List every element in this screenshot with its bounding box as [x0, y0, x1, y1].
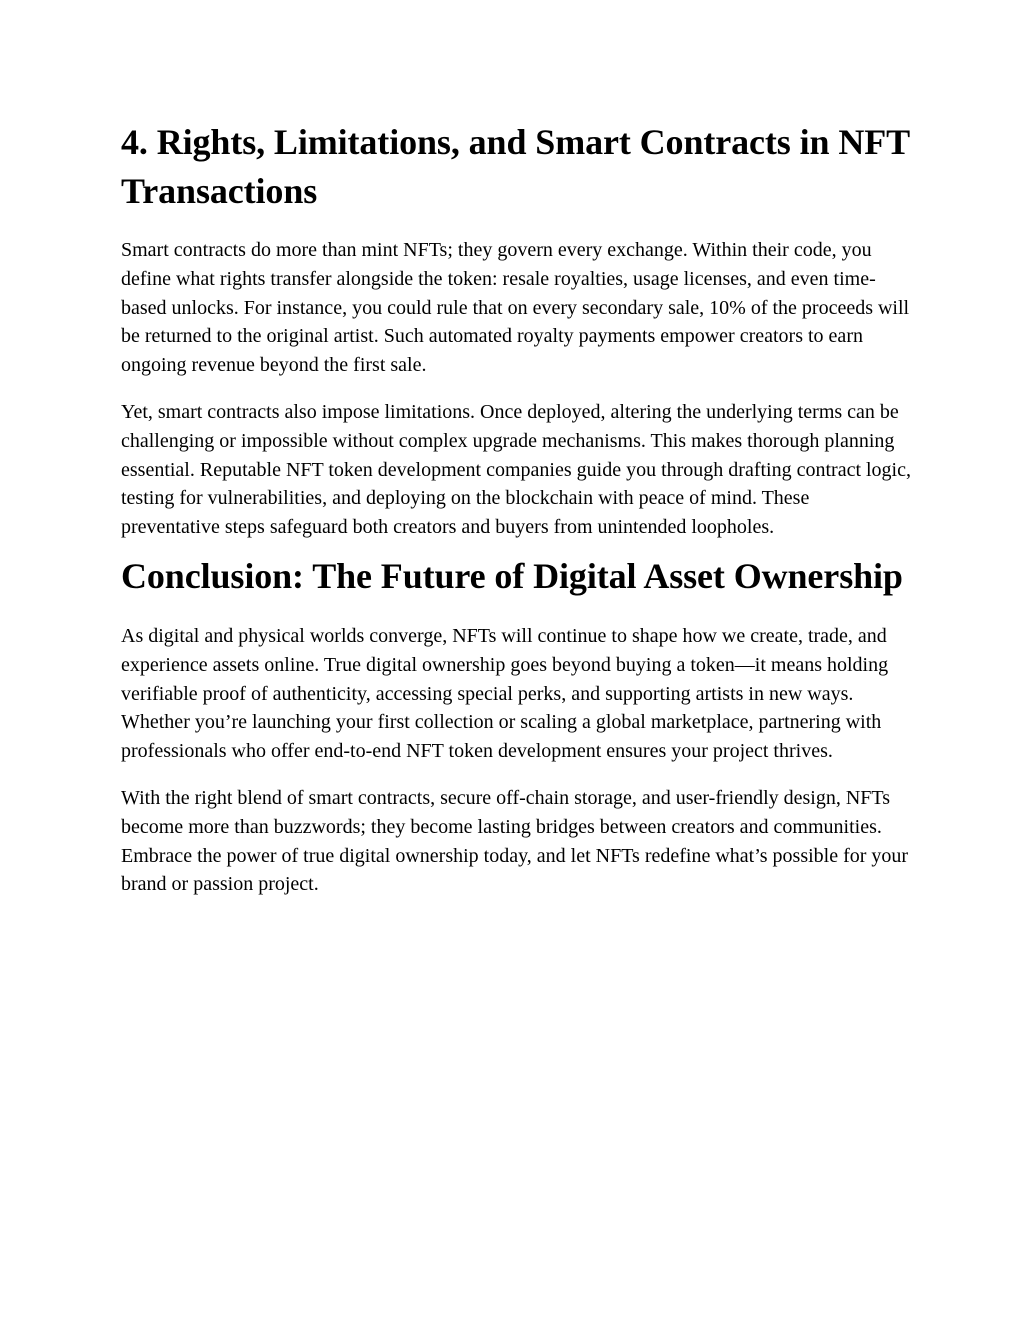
paragraph: Yet, smart contracts also impose limitations. Once deployed, altering the underlying terms can be challenging or impossible without complex upgrade mechanisms. This makes thorough planning essential. Reputable NFT token development companies guide you through drafting contract logic, testing for vulnerabilities, and deploying on the blockchain with peace of mind. These preventative steps safeguard both creators and buyers from unintended loopholes. — [121, 400, 911, 539]
section-rights-limitations — [121, 118, 911, 542]
section-conclusion — [121, 552, 911, 899]
paragraph: Smart contracts do more than mint NFTs; they govern every exchange. Within their code, you define what rights transfer alongside the token: resale royalties, usage licenses, and even time-based unlocks. For instance, you could rule that on every secondary sale, 10% of the proceeds will be returned to the original artist. Such automated royalty payments empower creators to earn ongoing revenue beyond the first sale. — [121, 239, 910, 377]
paragraph: As digital and physical worlds converge, NFTs will continue to shape how we create, trade, and experience assets online. True digital ownership goes beyond buying a token—it means holding verifiable proof of authenticity, accessing special perks, and supporting artists in new ways. Whether you’re launching your first collection or scaling a global marketplace, partnering with professionals who offer end-to-end NFT token development ensures your project thrives. — [121, 624, 889, 763]
section-heading: Conclusion: The Future of Digital Asset Ownership — [121, 555, 903, 596]
paragraph: With the right blend of smart contracts, secure off-chain storage, and user-friendly design, NFTs become more than buzzwords; they become lasting bridges between creators and communities. Embrace the power of true digital ownership today, and let NFTs redefine what’s possible for your brand or passion project. — [121, 786, 909, 896]
document-page — [121, 118, 911, 899]
section-heading: 4. Rights, Limitations, and Smart Contracts in NFT Transactions — [121, 122, 910, 211]
